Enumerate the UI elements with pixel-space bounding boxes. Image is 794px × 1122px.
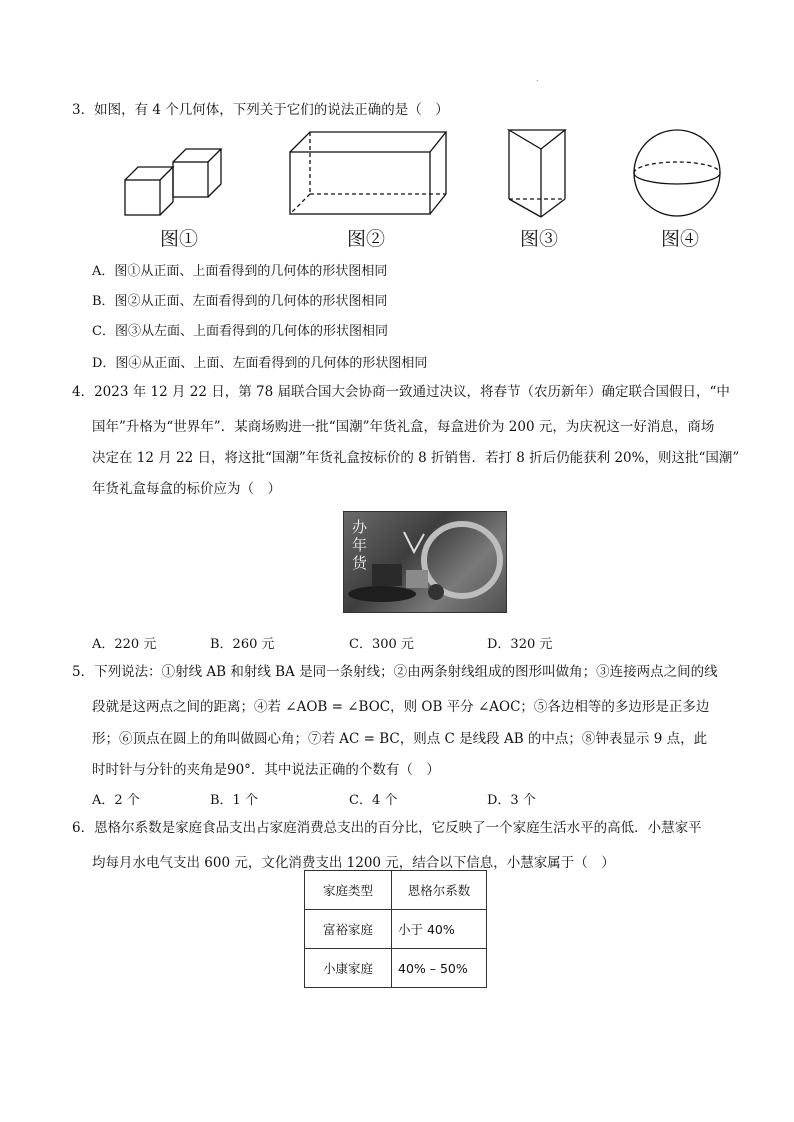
table-row xyxy=(305,910,487,949)
q4-line-1: 4．2023 年 12 月 22 日，第 78 届联合国大会协商一致通过决议，将春节（农历新年）确定联合国假日，“中 xyxy=(72,384,730,400)
q4-option-d: D．320 元 xyxy=(487,637,553,652)
q4-option-b: B．260 元 xyxy=(210,637,275,652)
q3-option-a: A．图①从正面、上面看得到的几何体的形状图相同 xyxy=(92,264,388,279)
figure-4-sphere xyxy=(632,128,722,218)
table-header-cell: 恩格尔系数 xyxy=(392,871,487,910)
q6-line-2: 均每月水电气支出 600 元，文化消费支出 1200 元，结合以下信息，小慧家属于（ ） xyxy=(92,855,615,871)
q3-option-c: C．图③从左面、上面看得到的几何体的形状图相同 xyxy=(92,324,388,339)
q5-option-a: A．2 个 xyxy=(92,793,140,808)
q3-option-d: D．图④从正面、上面、左面看得到的几何体的形状图相同 xyxy=(92,356,428,371)
q6-line-1: 6．恩格尔系数是家庭食品支出占家庭消费总支出的百分比，它反映了一个家庭生活水平的高低．小慧家平 xyxy=(72,820,702,836)
q5-option-b: B．1 个 xyxy=(210,793,258,808)
q5-line-2: 段就是这两点之间的距离；④若 ∠AOB = ∠BOC，则 OB 平分 ∠AOC；⑤各边相等的多边形是正多边 xyxy=(92,699,710,715)
figure-3-prism xyxy=(505,127,570,219)
table-cell: 40% – 50% xyxy=(392,949,487,988)
q5-line-1: 5．下列说法：①射线 AB 和射线 BA 是同一条射线；②由两条射线组成的图形叫做角；③连接两点之间的线 xyxy=(72,664,718,680)
table-cell: 小康家庭 xyxy=(305,949,392,988)
q3-option-b: B．图②从正面、左面看得到的几何体的形状图相同 xyxy=(92,294,388,309)
q4-line-2: 国年”升格为“世界年”．某商场购进一批“国潮”年货礼盒，每盒进价为 200 元，为庆祝这一好消息，商场 xyxy=(92,419,715,435)
q5-option-c: C．4 个 xyxy=(349,793,398,808)
photo-caption: 办年货 xyxy=(352,518,368,572)
q5-option-d: D．3 个 xyxy=(487,793,536,808)
q4-option-c: C．300 元 xyxy=(349,637,414,652)
new-year-goods-photo xyxy=(343,511,507,613)
figure-2-label: 图② xyxy=(347,228,386,250)
figure-2-cuboid xyxy=(288,130,448,220)
q3-stem: 3．如图，有 4 个几何体，下列关于它们的说法正确的是（ ） xyxy=(72,102,449,118)
q4-line-3: 决定在 12 月 22 日，将这批“国潮”年货礼盒按标价的 8 折销售．若打 8 折后仍能获利 20%，则这批“国潮” xyxy=(92,450,740,466)
figure-4-label: 图④ xyxy=(661,228,700,250)
table-cell: 富裕家庭 xyxy=(305,910,392,949)
table-row xyxy=(305,949,487,988)
figure-1-label: 图① xyxy=(160,228,199,250)
q5-line-3: 形；⑥顶点在圆上的角叫做圆心角；⑦若 AC = BC，则点 C 是线段 AB 的中点；⑧钟表显示 9 点，此 xyxy=(92,731,708,747)
table-header-row xyxy=(305,871,487,910)
table-cell: 小于 40% xyxy=(392,910,487,949)
table-header-cell: 家庭类型 xyxy=(305,871,392,910)
figure-1-cubes xyxy=(120,145,230,220)
q5-line-4: 时时针与分针的夹角是90°．其中说法正确的个数有（ ） xyxy=(92,762,440,778)
q4-line-4: 年货礼盒每盒的标价应为（ ） xyxy=(92,481,281,497)
dot-mark: . xyxy=(536,74,539,83)
q4-option-a: A．220 元 xyxy=(92,637,157,652)
engel-coefficient-table xyxy=(304,870,487,988)
figure-3-label: 图③ xyxy=(520,228,559,250)
